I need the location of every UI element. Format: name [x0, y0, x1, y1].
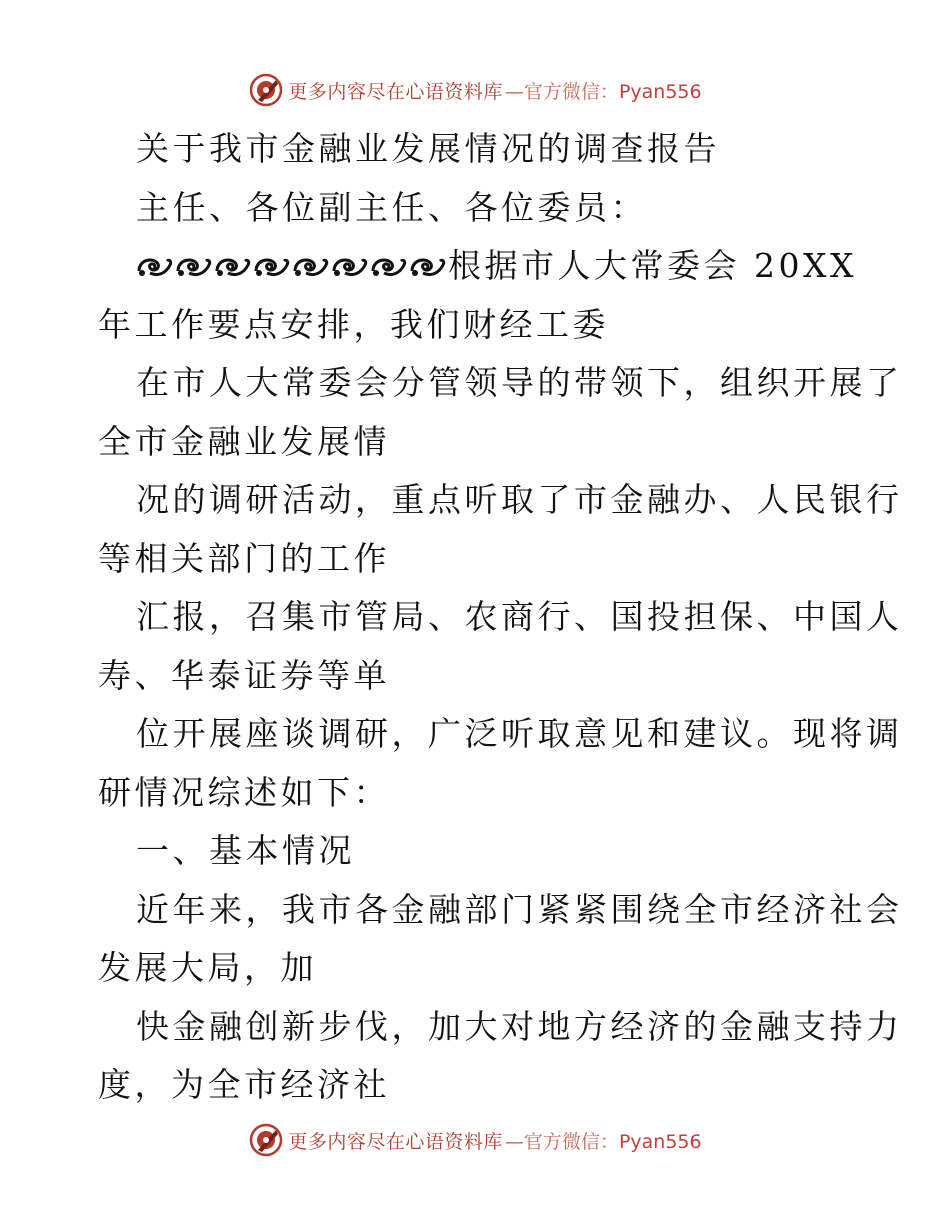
paragraph-line: 况的调研活动，重点听取了市金融办、人民银行 — [136, 480, 903, 519]
paragraph-line: 在市人大常委会分管领导的带领下，组织开展了 — [136, 363, 903, 402]
quill-circle-icon — [248, 72, 284, 108]
paragraph-line: 度，为全市经济社 — [98, 1065, 390, 1104]
paragraph-line: 等相关部门的工作 — [98, 538, 390, 578]
paragraph-line: 发展大局，加 — [98, 948, 317, 987]
footer-banner — [0, 1120, 950, 1160]
document-title: 关于我市金融业发展情况的调查报告 — [136, 129, 720, 168]
salutation: 主任、各位副主任、各位委员： — [136, 187, 647, 227]
paragraph-line: 快金融创新步伐，加大对地方经济的金融支持力 — [136, 1006, 903, 1046]
paragraph-text: 根据市人大常委会 20XX — [448, 246, 857, 285]
paragraph-line: 汇报，召集市管局、农商行、国投担保、中国人 — [136, 597, 903, 636]
banner-text: 更多内容尽在心语资料库 — [288, 80, 503, 103]
banner-text: 更多内容尽在心语资料库 — [288, 1130, 503, 1153]
paragraph-line: 寿、华泰证券等单 — [98, 655, 390, 695]
banner-account: Pyan556 — [618, 1130, 702, 1153]
swirl-ornament-icon — [136, 251, 448, 281]
banner-suffix: —官方微信：Pyan556 — [504, 1130, 702, 1153]
quill-circle-icon — [248, 1122, 284, 1158]
banner-suffix: —官方微信：Pyan556 — [504, 80, 702, 103]
banner-account: Pyan556 — [618, 80, 702, 103]
paragraph-line: 位开展座谈调研，广泛听取意见和建议。现将调 — [136, 714, 903, 753]
paragraph-line: 近年来，我市各金融部门紧紧围绕全市经济社会 — [136, 889, 903, 929]
paragraph-line: 全市金融业发展情 — [98, 421, 390, 461]
header-banner — [0, 70, 950, 110]
paragraph-line — [98, 237, 858, 296]
document-body — [98, 120, 903, 1115]
section-heading: 一、基本情况 — [136, 831, 355, 870]
paragraph-line: 研情况综述如下： — [98, 772, 390, 812]
paragraph-line: 年工作要点安排，我们财经工委 — [98, 304, 609, 344]
